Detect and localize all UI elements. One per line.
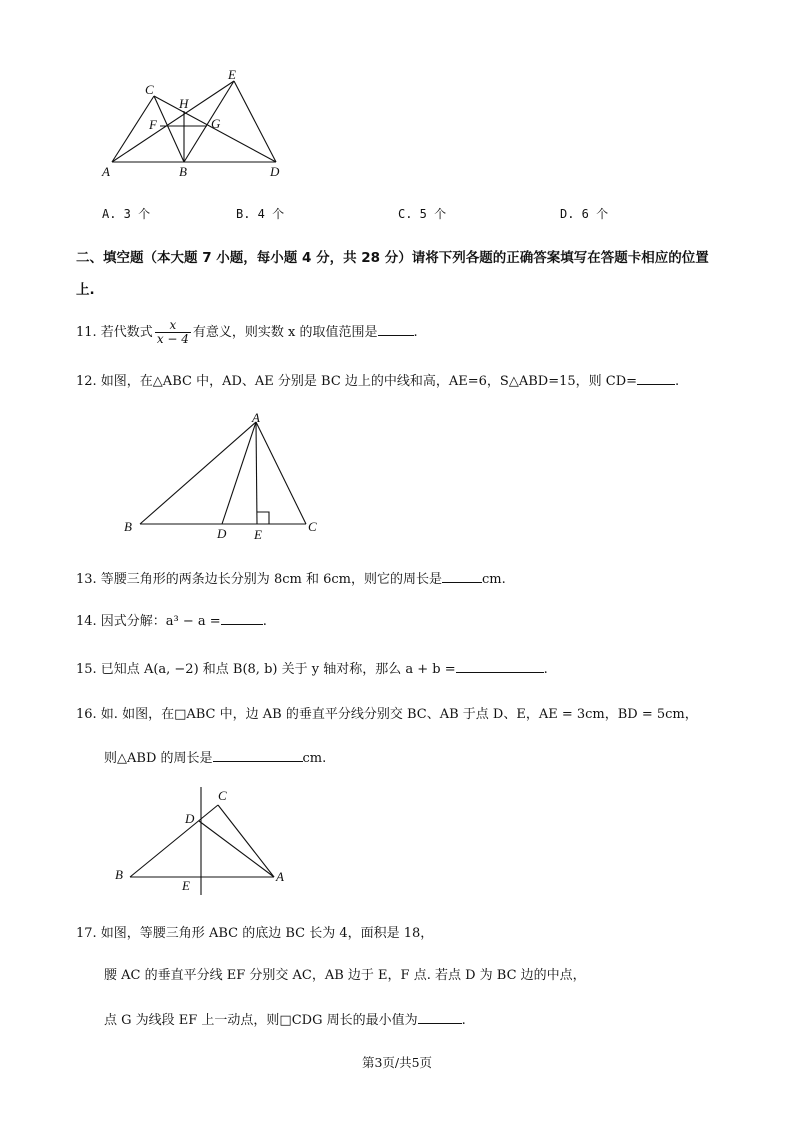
q15-text: 15. 已知点 A(a, −2) 和点 B(8, b) 关于 y 轴对称，那么 a + b =: [76, 662, 456, 677]
q17-text: 点 G 为线段 EF 上一动点，则□CDG 周长的最小值为: [104, 1013, 418, 1028]
q12: [76, 372, 679, 390]
q11: [76, 318, 418, 348]
fig16-label-e: E: [182, 878, 190, 893]
q13: [76, 570, 506, 588]
q13-end: cm.: [481, 572, 506, 587]
fig10-label-h: H: [179, 96, 189, 111]
fig10-label-a: A: [102, 164, 110, 179]
fig12-label-e: E: [254, 527, 262, 542]
q11-fraction: [155, 319, 191, 346]
q14-end: .: [262, 614, 267, 629]
q10-option-c: C. 5 个: [398, 207, 447, 221]
q15-answer-blank: [456, 660, 544, 673]
fig16-label-b: B: [115, 867, 123, 882]
q17-line1: 17. 如图，等腰三角形 ABC 的底边 BC 长为 4，面积是 18，: [76, 926, 434, 941]
q14: [76, 612, 267, 630]
fig12-label-d: D: [217, 526, 227, 541]
section2-heading-line1: 二、填空题（本大题 7 小题，每小题 4 分，共 28 分）请将下列各题的正确答案填写在答题卡相应的位置: [76, 250, 709, 266]
q10-option-b: B. 4 个: [236, 207, 285, 221]
q14-text: 14. 因式分解：a³ − a =: [76, 614, 221, 629]
q11-prefix: 11. 若代数式: [76, 325, 153, 340]
fig10-label-b: B: [179, 164, 187, 179]
q17-line2: 腰 AC 的垂直平分线 EF 分别交 AC，AB 边于 E，F 点. 若点 D 为 BC 边的中点，: [104, 968, 586, 983]
fig10-label-g: G: [211, 116, 221, 131]
fig12-label-b: B: [124, 519, 132, 534]
page-footer: 第3页/共5页: [361, 1055, 433, 1070]
q12-figure: [118, 410, 328, 545]
q14-answer-blank: [221, 612, 263, 625]
q16-end: cm.: [302, 751, 327, 766]
q12-end: .: [675, 374, 680, 389]
q16-figure: [110, 785, 300, 900]
q15-end: .: [543, 662, 548, 677]
section2-heading-line2: 上.: [76, 282, 95, 298]
q17-line3: [104, 1011, 466, 1029]
q16-line2: [104, 749, 326, 767]
q11-denominator: x − 4: [156, 332, 189, 346]
q13-answer-blank: [442, 570, 482, 583]
q12-answer-blank: [637, 372, 675, 385]
q12-text: 12. 如图，在△ABC 中，AD、AE 分别是 BC 边上的中线和高，AE=6，S△ABD=15，则 CD=: [76, 374, 638, 389]
q10-options: [0, 205, 794, 221]
fig16-label-a: A: [276, 869, 284, 884]
fig16-label-d: D: [185, 811, 195, 826]
q17-end: .: [461, 1013, 466, 1028]
q11-suffix: 有意义，则实数 x 的取值范围是: [192, 325, 378, 340]
q16-answer-blank: [213, 749, 303, 762]
fig12-label-c: C: [308, 519, 317, 534]
q11-numerator: x: [155, 319, 191, 333]
q16-line1: 16. 如. 如图，在□ABC 中，边 AB 的垂直平分线分别交 BC、AB 于点 D、E，AE = 3cm，BD = 5cm，: [76, 707, 698, 722]
fig10-label-e: E: [228, 67, 236, 82]
q16-text: 则△ABD 的周长是: [104, 751, 213, 766]
fig10-label-d: D: [270, 164, 280, 179]
q15: [76, 660, 548, 678]
fig10-label-f: F: [149, 117, 157, 132]
fig16-label-c: C: [218, 788, 227, 803]
q11-end: .: [413, 325, 418, 340]
q17-answer-blank: [418, 1011, 462, 1024]
q10-option-a: A. 3 个: [102, 207, 151, 221]
q13-text: 13. 等腰三角形的两条边长分别为 8cm 和 6cm，则它的周长是: [76, 572, 442, 587]
q11-answer-blank: [378, 323, 414, 336]
fig10-label-c: C: [145, 82, 154, 97]
q10-option-d: D. 6 个: [560, 207, 609, 221]
fig12-label-a: A: [252, 410, 260, 425]
q10-figure: [100, 66, 300, 186]
